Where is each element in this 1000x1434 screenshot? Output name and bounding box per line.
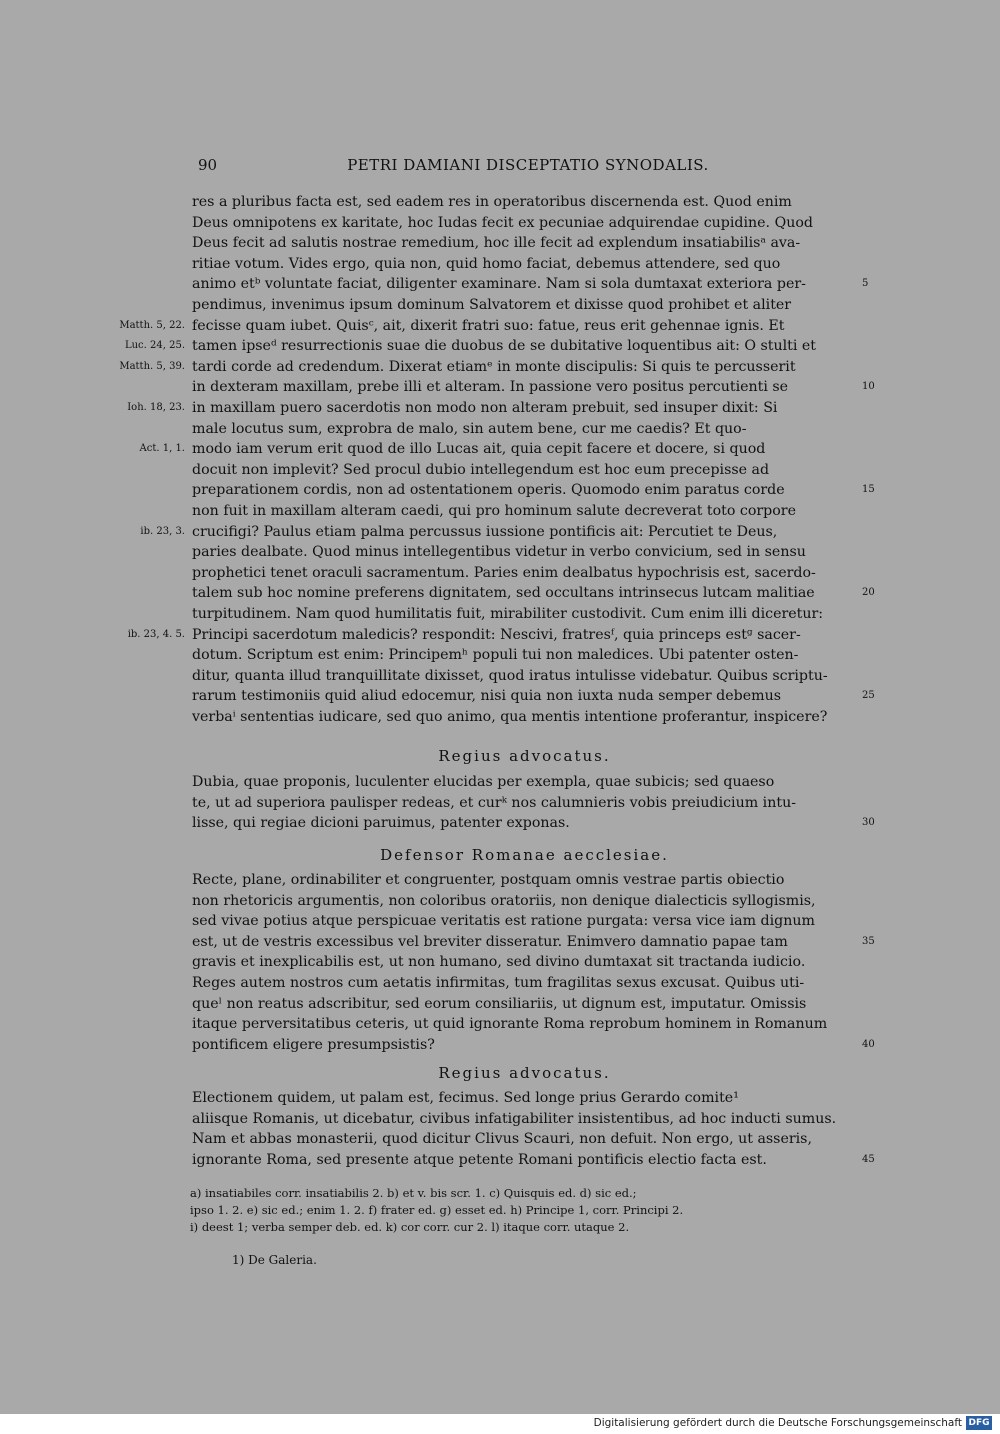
text-line [192,192,857,212]
text-line [192,772,857,792]
line-number: 25 [862,690,875,702]
text-line [192,911,857,931]
line-text: Electionem quidem, ut palam est, fecimus. Sed longe prius Gerardo comite¹ [192,1090,739,1106]
line-text: non fuit in maxillam alteram caedi, qui pro hominum salute decreverat toto corpore [192,503,796,519]
line-text: turpitudinem. Nam quod humilitatis fuit, mirabiliter custodivit. Cum enim illi diceretur: [192,606,824,622]
text-line [192,542,857,562]
line-text: animo etᵇ voluntate faciat, diligenter examinare. Nam si sola dumtaxat exteriora per- [192,276,806,293]
line-text: talem sub hoc nomine preferens dignitatem, sed occultans intrinsecus lutcam malitiae [192,585,815,602]
page-number: 90 [198,156,218,174]
line-text: te, ut ad superiora paulisper redeas, et curᵏ nos calumnieris vobis preiudicium intu- [192,794,796,811]
section-heading: Regius advocatus. [438,747,611,765]
line-number: 20 [862,587,875,599]
line-text: Recte, plane, ordinabiliter et congruenter, postquam omnis vestrae partis obiectio [192,872,785,888]
text-line [124,336,857,356]
text-line [192,813,875,833]
margin-reference: ib. 23, 3. [140,525,185,537]
line-text: rarum testimoniis quid aliud edocemur, nisi quia non iuxta nuda semper debemus [192,688,781,705]
text-line [140,522,857,542]
text-line [192,1150,875,1170]
text-line [119,316,857,336]
text-line [192,686,875,706]
line-text: Nam et abbas monasterii, quod dicitur Clivus Scauri, non defuit. Non ergo, ut asseris, [192,1131,812,1148]
text-line [192,233,857,253]
line-text: Deus omnipotens ex karitate, hoc Iudas fecit ex pecuniae adquirendae cupidine. Quod [192,214,813,231]
text-line [192,645,857,665]
source-note: 1) De Galeria. [232,1253,317,1267]
text-line [192,952,857,972]
line-number: 10 [862,381,875,393]
text-line [192,793,857,813]
line-text: crucifigi? Paulus etiam palma percussus iussione pontificis ait: Percutiet te Deus, [192,523,778,540]
text-line [192,563,857,583]
text-line [192,994,857,1014]
text-line [192,254,857,274]
line-number: 5 [862,278,869,290]
line-text: est, ut de vestris excessibus vel breviter disseratur. Enimvero damnatio papae tam [192,933,788,950]
text-line [192,1014,857,1034]
line-text: lisse, qui regiae dicioni paruimus, patenter exponas. [192,815,570,832]
text-line [127,625,857,645]
line-text: in maxillam puero sacerdotis non modo non alteram prebuit, sed insuper dixit: Si [192,400,778,416]
margin-reference: Luc. 24, 25. [124,340,185,352]
margin-reference: Matth. 5, 39. [119,360,185,372]
line-text: modo iam verum erit quod de illo Lucas ait, quia cepit facere et docere, si quod [192,441,766,458]
line-number: 30 [862,817,875,829]
line-text: Principi sacerdotum maledicis? respondit: Nescivi, fratresᶠ, quia princeps estᵍ sacer- [192,626,801,643]
line-text: aliisque Romanis, ut dicebatur, civibus infatigabiliter insistentibus, ad hoc inducti sumus. [192,1110,837,1127]
text-line [192,604,857,624]
margin-reference: Act. 1, 1. [139,443,185,455]
line-text: pontificem eligere presumpsistis? [192,1036,435,1053]
line-text: queˡ non reatus adscribitur, sed eorum consiliariis, ut dignum est, imputatur. Omissis [192,995,807,1012]
line-text: Reges autem nostros cum aetatis infirmitas, tum fragilitas sexus excusat. Quibus uti- [192,975,805,991]
line-text: in dexteram maxillam, prebe illi et alteram. In passione vero positus percutienti se [192,379,789,396]
line-text: res a pluribus facta est, sed eadem res in operatoribus discernenda est. Quod enim [192,194,792,210]
text-line [192,1035,875,1055]
line-text: gravis et inexplicabilis est, ut non humano, sed divino dumtaxat sit tractanda iudicio. [192,954,806,971]
line-text: male locutus sum, exprobra de malo, sin autem bene, cur me caedis? Et quo- [192,420,747,437]
text-line [192,932,875,952]
text-line [192,501,857,521]
text-line [192,1129,857,1149]
line-text: verbaⁱ sententias iudicare, sed quo animo, qua mentis intentione proferantur, inspicere? [192,709,828,725]
text-line [192,419,857,439]
line-text: sed vivae potius atque perspicuae veritatis est ratione purgata: versa vice iam dignum [192,913,815,930]
credit-bar [0,1414,1000,1434]
text-line [192,707,857,727]
text-line [127,398,857,418]
text-line [192,891,857,911]
line-text: docuit non implevit? Sed procul dubio intellegendum est hoc eum precepisse ad [192,461,770,478]
line-number: 35 [862,935,875,947]
section-heading: Defensor Romanae aecclesiae. [380,846,669,864]
text-line [192,480,875,500]
line-text: prophetici tenet oraculi sacramentum. Paries enim dealbatus hypochrisis est, sacerdo- [192,564,816,581]
margin-reference: ib. 23, 4. 5. [127,628,185,640]
line-text: non rhetoricis argumentis, non coloribus oratoriis, non denique dialecticis syllogismis, [192,892,816,909]
line-text: Deus fecit ad salutis nostrae remedium, hoc ille fecit ad explendum insatiabilisᵃ ava- [192,235,801,252]
running-title: PETRI DAMIANI DISCEPTATIO SYNODALIS. [347,156,709,174]
line-text: ritiae votum. Vides ergo, quia non, quid homo faciat, debemus attendere, sed quo [192,255,781,272]
text-line [192,973,857,993]
line-text: pendimus, invenimus ipsum dominum Salvatorem et dixisse quod prohibet et aliter [192,297,792,313]
line-text: tardi corde ad credendum. Dixerat etiamᵉ in monte discipulis: Si quis te percusserit [192,358,796,375]
text-line [139,439,857,459]
line-text: ignorante Roma, sed presente atque petente Romani pontificis electio facta est. [192,1151,767,1168]
section-heading: Regius advocatus. [438,1064,611,1082]
text-line [192,870,857,890]
text-line [192,1088,857,1108]
credit-text: Digitalisierung gefördert durch die Deutsche Forschungsgemeinschaft [593,1417,962,1429]
line-text: paries dealbate. Quod minus intellegentibus videtur in verbo convicium, sed in sensu [192,544,806,561]
margin-reference: Ioh. 18, 23. [127,402,185,413]
line-number: 45 [862,1153,875,1165]
text-line [192,295,857,315]
dfg-logo: DFG [966,1416,992,1430]
line-text: Dubia, quae proponis, luculenter elucidas per exempla, quae subicis; sed quaeso [192,774,775,790]
text-line [192,377,875,397]
text-line [192,213,857,233]
line-number: 15 [862,484,875,496]
footnote-line: i) deest 1; verba semper deb. ed. k) cor corr. cur 2. l) itaque corr. utaque 2. [190,1220,630,1234]
text-line [192,583,875,603]
line-text: ditur, quanta illud tranquillitate dixisset, quod iratus intulisse videbatur. Quibus scriptu- [192,667,828,684]
text-line [192,460,857,480]
text-line [192,1109,857,1129]
footnote-line: a) insatiabiles corr. insatiabilis 2. b) et v. bis scr. 1. c) Quisquis ed. d) sic ed.; [190,1186,637,1200]
line-text: fecisse quam iubet. Quisᶜ, ait, dixerit fratri suo: fatue, reus erit gehennae ignis. Et [192,317,785,334]
line-number: 40 [862,1038,875,1050]
margin-reference: Matth. 5, 22. [119,319,185,331]
line-text: dotum. Scriptum est enim: Principemʰ populi tui non maledices. Ubi patenter osten- [192,647,799,664]
text-line [192,274,869,294]
line-text: itaque perversitatibus ceteris, ut quid ignorante Roma reprobum hominem in Romanum [192,1016,828,1033]
text-line [192,666,857,686]
line-text: tamen ipseᵈ resurrectionis suae die duobus de se dubitative loquentibus ait: O stulti et [192,338,817,355]
line-text: preparationem cordis, non ad ostentationem operis. Quomodo enim paratus corde [192,482,785,499]
footnote-line: ipso 1. 2. e) sic ed.; enim 1. 2. f) frater ed. g) esset ed. h) Principe 1, corr. Principi 2. [190,1203,684,1217]
text-line [119,357,857,377]
